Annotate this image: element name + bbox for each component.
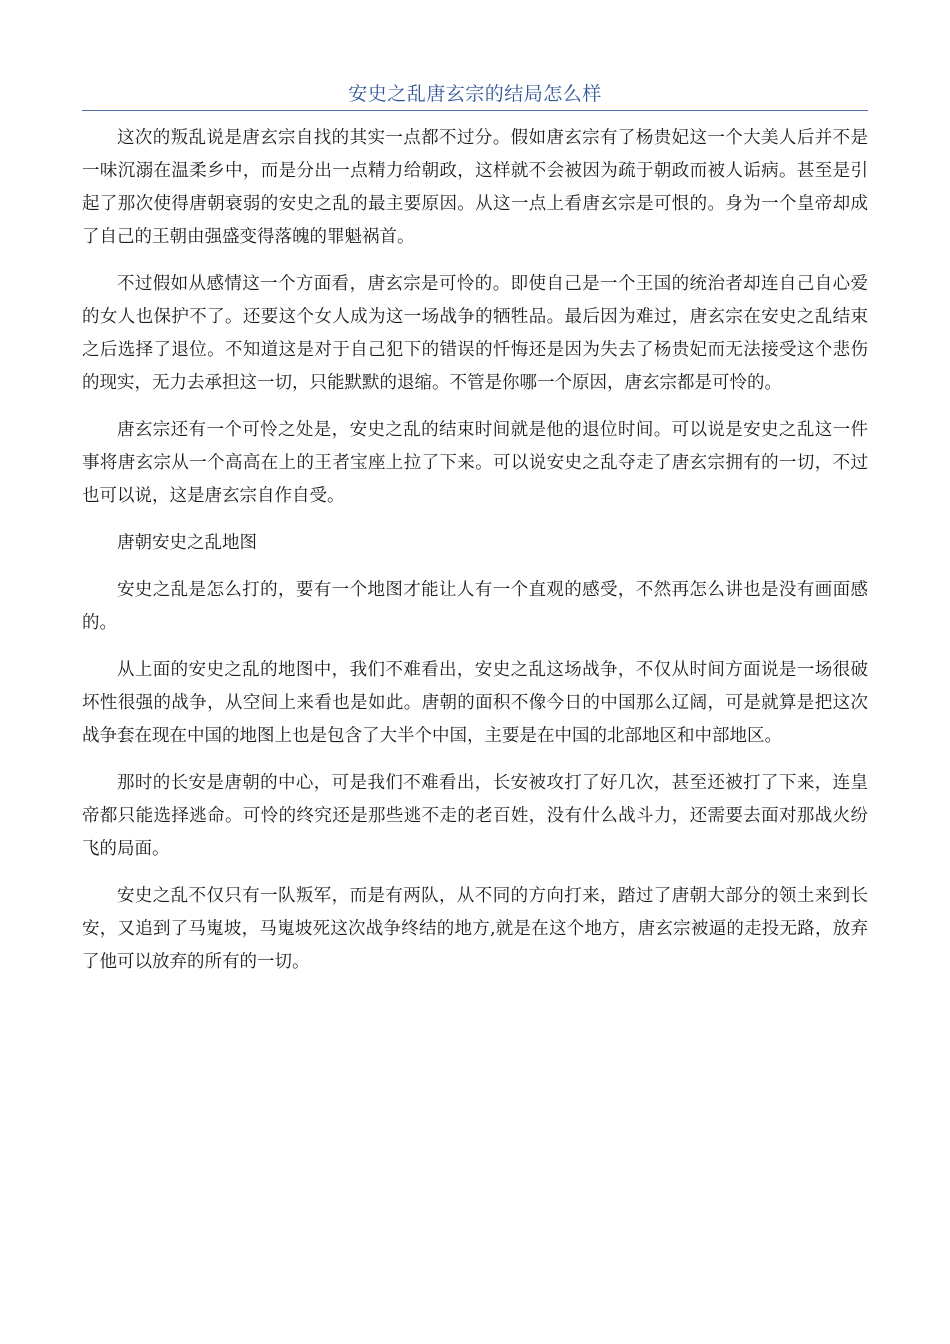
paragraph-7: 安史之乱不仅只有一队叛军，而是有两队，从不同的方向打来，踏过了唐朝大部分的领土来到长安，又追到了马嵬坡，马嵬坡死这次战争终结的地方,就是在这个地方，唐玄宗被逼的走投无路，放弃了他可以放弃的所有的一切。 <box>82 886 868 972</box>
paragraph-2: 不过假如从感情这一个方面看，唐玄宗是可怜的。即使自己是一个王国的统治者却连自己自心爱的女人也保护不了。还要这个女人成为这一场战争的牺牲品。最后因为难过，唐玄宗在安史之乱结束之后选择了退位。不知道这是对于自己犯下的错误的忏悔还是因为失去了杨贵妃而无法接受这个悲伤的现实，无力去承担这一切，只能默默的退缩。不管是你哪一个原因，唐玄宗都是可怜的。 <box>82 274 868 393</box>
page-title: 安史之乱唐玄宗的结局怎么样 <box>348 83 602 105</box>
paragraph-4: 安史之乱是怎么打的，要有一个地图才能让人有一个直观的感受，不然再怎么讲也是没有画面感的。 <box>82 580 868 633</box>
paragraph-3: 唐玄宗还有一个可怜之处是，安史之乱的结束时间就是他的退位时间。可以说是安史之乱这一件事将唐玄宗从一个高高在上的王者宝座上拉了下来。可以说安史之乱夺走了唐玄宗拥有的一切，不过也可以说，这是唐玄宗自作自受。 <box>82 420 868 506</box>
paragraph-5: 从上面的安史之乱的地图中，我们不难看出，安史之乱这场战争，不仅从时间方面说是一场很破坏性很强的战争，从空间上来看也是如此。唐朝的面积不像今日的中国那么辽阔，可是就算是把这次战争套在现在中国的地图上也是包含了大半个中国，主要是在中国的北部地区和中部地区。 <box>82 660 868 746</box>
paragraph-1: 这次的叛乱说是唐玄宗自找的其实一点都不过分。假如唐玄宗有了杨贵妃这一个大美人后并不是一味沉溺在温柔乡中，而是分出一点精力给朝政，这样就不会被因为疏于朝政而被人诟病。甚至是引起了那次使得唐朝衰弱的安史之乱的最主要原因。从这一点上看唐玄宗是可恨的。身为一个皇帝却成了自己的王朝由强盛变得落魄的罪魁祸首。 <box>82 128 868 247</box>
paragraph-6: 那时的长安是唐朝的中心，可是我们不难看出，长安被攻打了好几次，甚至还被打了下来，连皇帝都只能选择逃命。可怜的终究还是那些逃不走的老百姓，没有什么战斗力，还需要去面对那战火纷飞的局面。 <box>82 773 868 859</box>
page-header <box>82 78 868 111</box>
section-heading-map: 唐朝安史之乱地图 <box>117 533 257 553</box>
document-body <box>82 122 868 993</box>
